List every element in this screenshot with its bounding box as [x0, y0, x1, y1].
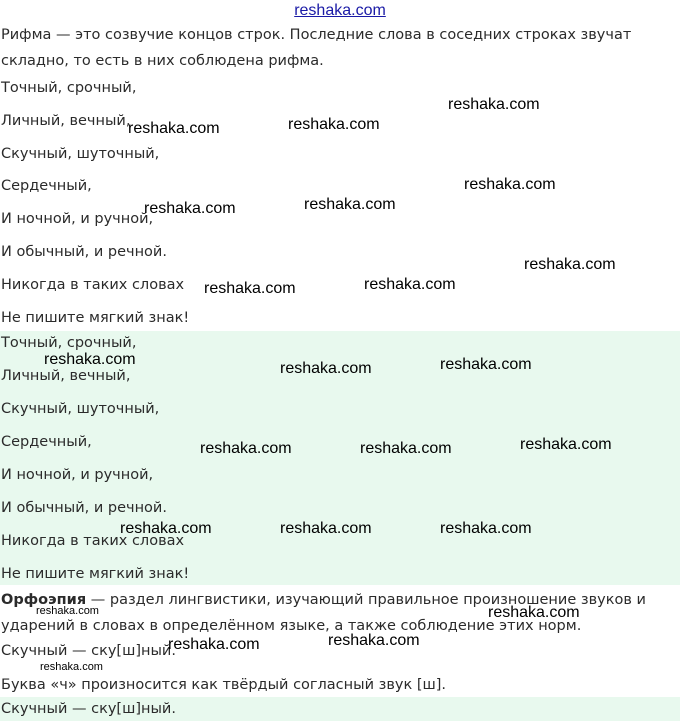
- poem-line: И ночной, и ручной,: [1, 211, 154, 227]
- orthoepy-rule: Буква «ч» произносится как твёрдый согласный звук [ш].: [1, 677, 447, 693]
- watermark: reshaka.com: [280, 360, 372, 377]
- watermark: reshaka.com: [144, 200, 236, 217]
- watermark: reshaka.com: [128, 120, 220, 137]
- orthoepy-example-highlight: Скучный — ску[ш]ный.: [1, 701, 176, 717]
- intro-line-2: складно, то есть в них соблюдена рифма.: [1, 53, 324, 69]
- poem-highlight-line: Сердечный,: [1, 434, 92, 450]
- watermark: reshaka.com: [168, 636, 260, 653]
- watermark: reshaka.com: [448, 96, 540, 113]
- orthoepy-term: Орфоэпия: [1, 592, 87, 608]
- poem-line: Сердечный,: [1, 178, 92, 194]
- watermark: reshaka.com: [44, 351, 136, 368]
- watermark: reshaka.com: [200, 440, 292, 457]
- poem-line: Точный, срочный,: [1, 80, 137, 96]
- watermark: reshaka.com: [520, 436, 612, 453]
- orthoepy-definition-line-2: ударений в словах в определённом языке, а также соблюдение этих норм.: [1, 618, 582, 634]
- poem-line: Не пишите мягкий знак!: [1, 310, 190, 326]
- poem-line: И обычный, и речной.: [1, 244, 167, 260]
- watermark: reshaka.com: [204, 280, 296, 297]
- poem-line: Скучный, шуточный,: [1, 146, 160, 162]
- poem-highlight-line: Скучный, шуточный,: [1, 401, 160, 417]
- watermark: reshaka.com: [328, 632, 420, 649]
- watermark: reshaka.com: [288, 116, 380, 133]
- watermark: reshaka.com: [440, 520, 532, 537]
- poem-line: Никогда в таких словах: [1, 277, 185, 293]
- watermark: reshaka.com: [304, 196, 396, 213]
- poem-highlight-line: Точный, срочный,: [1, 335, 137, 351]
- intro-line-1: Рифма — это созвучие концов строк. Последние слова в соседних строках звучат: [1, 27, 632, 43]
- poem-highlight-line: Не пишите мягкий знак!: [1, 566, 190, 582]
- poem-highlight-line: И ночной, и ручной,: [1, 467, 154, 483]
- watermark: reshaka.com: [120, 520, 212, 537]
- watermark-small: reshaka.com: [36, 605, 99, 617]
- watermark-small: reshaka.com: [40, 661, 103, 673]
- watermark: reshaka.com: [364, 276, 456, 293]
- watermark: reshaka.com: [524, 256, 616, 273]
- poem-highlight-line: Личный, вечный,: [1, 368, 131, 384]
- watermark: reshaka.com: [440, 356, 532, 373]
- poem-highlight-line: Никогда в таких словах: [1, 533, 185, 549]
- watermark: reshaka.com: [464, 176, 556, 193]
- site-title-link[interactable]: reshaka.com: [294, 2, 386, 19]
- orthoepy-example: Скучный — ску[ш]ный.: [1, 643, 176, 659]
- orthoepy-definition-text: — раздел лингвистики, изучающий правильное произношение звуков и: [86, 592, 646, 608]
- poem-highlight-line: И обычный, и речной.: [1, 500, 167, 516]
- watermark: reshaka.com: [360, 440, 452, 457]
- watermark: reshaka.com: [280, 520, 372, 537]
- poem-line: Личный, вечный,: [1, 113, 131, 129]
- watermark: reshaka.com: [488, 604, 580, 621]
